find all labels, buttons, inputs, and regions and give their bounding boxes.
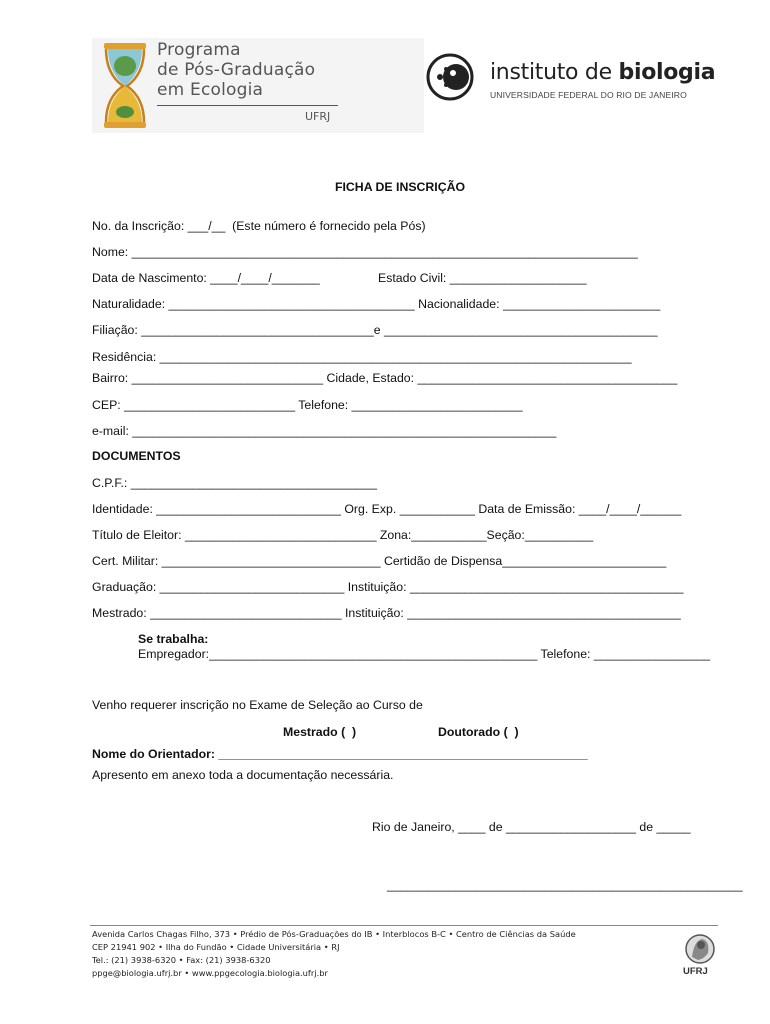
cert-militar-field: Cert. Militar: ________________________________ Certidão de Dispensa________________________ [92,554,667,568]
footer-ufrj-label: UFRJ [683,966,708,977]
inscricao-field: No. da Inscrição: ___/__ (Este número é fornecido pela Pós) [92,219,426,233]
mestrado-field: Mestrado: ____________________________ Instituição: ________________________________________ [92,606,681,620]
estado-civil-field: Estado Civil: ____________________ [378,271,587,285]
ppge-title-line3: em Ecologia [157,80,264,100]
ppge-logo [92,38,424,133]
filiacao-field: Filiação: __________________________________e ________________________________________ [92,323,658,337]
orientador-field: Nome do Orientador: ______________________________________________________ [92,747,588,761]
graduacao-field: Graduação: ___________________________ Instituição: ________________________________________ [92,580,684,594]
cep-field: CEP: _________________________ Telefone: _________________________ [92,398,523,412]
ppge-title-line1: Programa [157,40,241,60]
residencia-field: Residência: _____________________________________________________________________ [92,350,632,364]
ppge-title-line2: de Pós-Graduação [157,60,316,80]
nome-field: Nome: __________________________________________________________________________ [92,245,638,259]
footer-divider [90,925,718,926]
cpf-field: C.P.F.: ____________________________________ [92,476,377,490]
identidade-field: Identidade: ___________________________ Org. Exp. ___________ Data de Emissão: ____/____/______ [92,502,682,516]
form-title: FICHA DE INSCRIÇÃO [335,180,466,194]
ib-subtitle: UNIVERSIDADE FEDERAL DO RIO DE JANEIRO [490,90,687,100]
ib-name: instituto de biologia [490,60,716,85]
ppge-logo-divider [157,105,338,106]
ib-emblem-icon [426,52,482,102]
titulo-eleitor-field: Título de Eleitor: ____________________________ Zona:___________Seção:__________ [92,528,594,542]
se-trabalha-label: Se trabalha: [138,632,209,646]
signature-line: ____________________________________________________ [387,878,743,892]
doutorado-option: Doutorado ( ) [438,725,519,739]
documentos-heading: DOCUMENTOS [92,449,181,463]
footer-address: Avenida Carlos Chagas Filho, 373 • Prédio de Pós-Graduações do IB • Interblocos B-C • Centro de Ciências da Saúde [92,929,576,939]
ppge-ufrj-label: UFRJ [305,110,331,123]
nascimento-field: Data de Nascimento: ____/____/_______ [92,271,320,285]
ib-logo [426,48,726,108]
venho-requerer-text: Venho requerer inscrição no Exame de Seleção ao Curso de [92,698,423,712]
empregador-field: Empregador:________________________________________________ Telefone: _________________ [138,647,711,661]
naturalidade-field: Naturalidade: ____________________________________ Nacionalidade: _______________________ [92,297,661,311]
local-data-line: Rio de Janeiro, ____ de ___________________ de _____ [372,820,691,834]
hourglass-icon [100,42,150,130]
apresento-text: Apresento em anexo toda a documentação necessária. [92,768,394,782]
footer-phone: Tel.: (21) 3938-6320 • Fax: (21) 3938-6320 [92,955,271,965]
email-field: e-mail: ______________________________________________________________ [92,424,557,438]
footer-cep: CEP 21941 902 • Ilha do Fundão • Cidade Universitária • RJ [92,942,340,952]
bairro-field: Bairro: ____________________________ Cidade, Estado: ______________________________________ [92,371,678,385]
footer-contact: ppge@biologia.ufrj.br • www.ppgecologia.biologia.ufrj.br [92,968,328,978]
mestrado-option: Mestrado ( ) [283,725,357,739]
